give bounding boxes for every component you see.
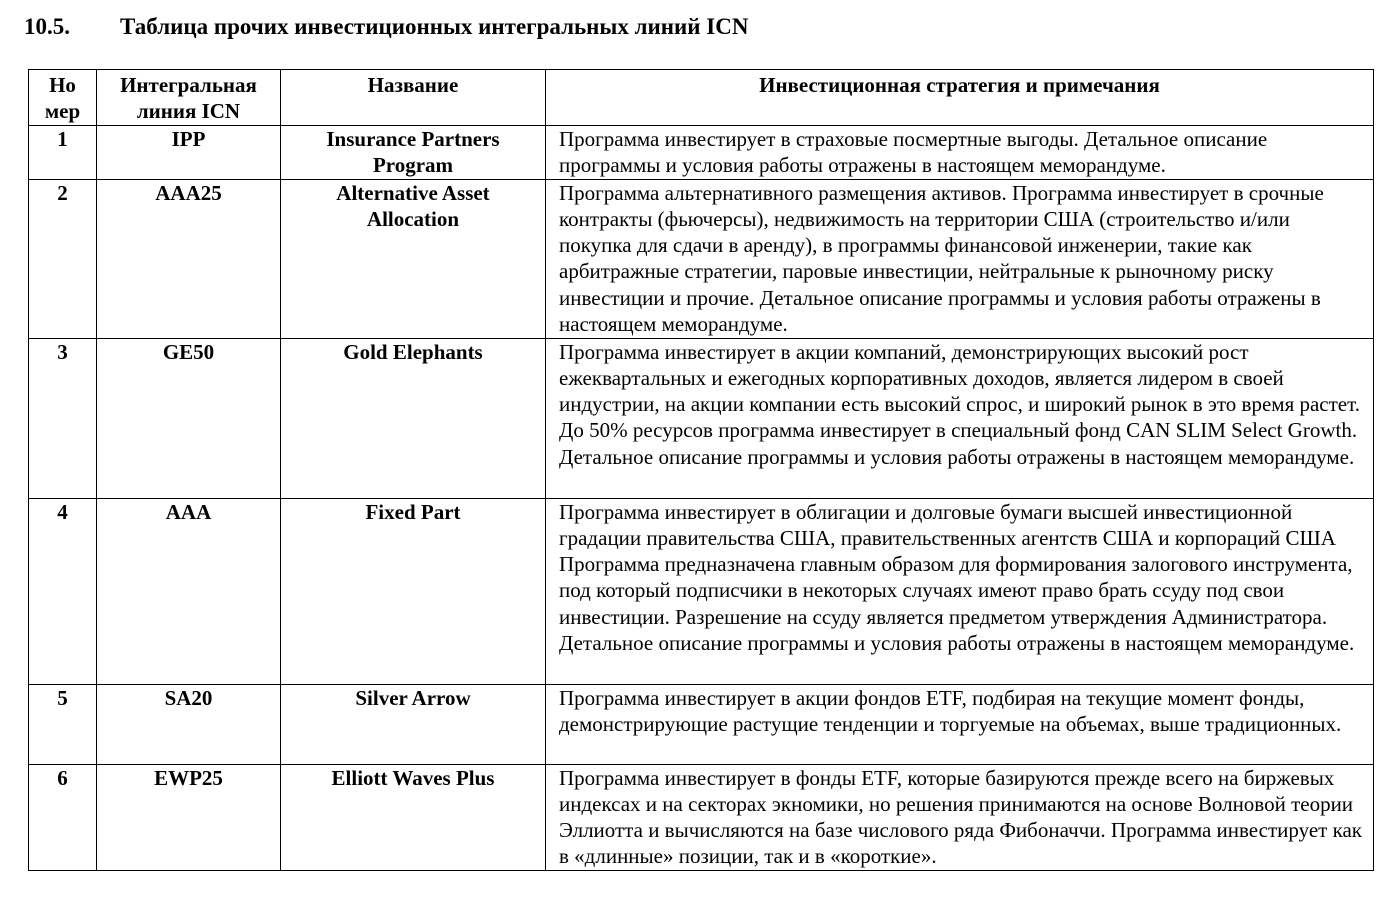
row-name-line1: Fixed Part — [365, 499, 461, 524]
row-line-code: IPP — [97, 126, 281, 180]
row-name-line2: Allocation — [366, 206, 460, 231]
row-name — [281, 126, 546, 180]
row-line-code: AAA25 — [97, 179, 281, 338]
row-number: 5 — [29, 684, 97, 764]
section-number: 10.5. — [24, 14, 70, 39]
row-number: 6 — [29, 764, 97, 870]
header-line-line2: линия ICN — [136, 99, 241, 124]
header-number — [29, 70, 97, 126]
row-name — [281, 179, 546, 338]
table-row — [29, 126, 1374, 180]
row-number: 2 — [29, 179, 97, 338]
header-line-line1: Интегральная — [120, 73, 257, 97]
header-number-line1: Но — [49, 73, 76, 97]
row-name-line1: Elliott Waves Plus — [331, 765, 495, 790]
row-name-line1: Alternative Asset — [336, 180, 490, 205]
row-name-line2: Program — [372, 153, 454, 178]
row-line-code: AAA — [97, 498, 281, 684]
row-line-code: EWP25 — [97, 764, 281, 870]
row-description: Программа инвестирует в акции компаний, демонстрирующих высокий рост ежеквартальных и ежегодных корпоративных доходов, является лидером в своей индустрии, на акции компании есть высокий спрос, и широкий рынок в это время растет. До 50% ресурсов программа инвестирует в специальный фонд CAN SLIM Select Growth. Детальное описание программы и условия работы отражены в настоящем меморандуме. — [546, 338, 1374, 498]
section-title: Таблица прочих инвестиционных интегральных линий ICN — [120, 14, 749, 39]
row-number: 1 — [29, 126, 97, 180]
table-row — [29, 338, 1374, 498]
row-name — [281, 338, 546, 498]
table-row — [29, 764, 1374, 870]
row-description: Программа инвестирует в акции фондов ETF, подбирая на текущие момент фонды, демонстрирующие растущие тенденции и торгуемые на объемах, выше традиционных. — [546, 684, 1374, 764]
table-row — [29, 498, 1374, 684]
row-description: Программа инвестирует в облигации и долговые бумаги высшей инвестиционной градации правительства США, правительственных агентств США и корпораций США Программа предназначена главным образом для формирования залогового инструмента, под который подписчики в некоторых случаях имеют право брать ссуду под свои инвестиции. Разрешение на ссуду является предметом утверждения Администратора. Детальное описание программы и условия работы отражены в настоящем меморандуме. — [546, 498, 1374, 684]
icn-lines-table — [28, 69, 1374, 871]
row-name-line1: Insurance Partners — [326, 127, 500, 151]
row-line-code: SA20 — [97, 684, 281, 764]
header-name: Название — [281, 70, 546, 126]
row-number: 4 — [29, 498, 97, 684]
row-name — [281, 498, 546, 684]
row-line-code: GE50 — [97, 338, 281, 498]
section-heading — [24, 12, 748, 42]
row-description: Программа альтернативного размещения активов. Программа инвестирует в срочные контракты (фьючерсы), недвижимость на территории США (строительство и/или покупка для сдачи в аренду), в программы финансовой инженерии, такие как арбитражные стратегии, паровые инвестиции, нейтральные к рыночному риску инвестиции и прочие. Детальное описание программы и условия работы отражены в настоящем меморандуме. — [546, 179, 1374, 338]
row-name — [281, 684, 546, 764]
row-name — [281, 764, 546, 870]
row-number: 3 — [29, 338, 97, 498]
row-name-line1: Gold Elephants — [343, 339, 483, 364]
table-header-row — [29, 70, 1374, 126]
row-description: Программа инвестирует в страховые посмертные выгоды. Детальное описание программы и условия работы отражены в настоящем меморандуме. — [546, 126, 1374, 180]
table-row — [29, 684, 1374, 764]
table-row — [29, 179, 1374, 338]
header-strategy: Инвестиционная стратегия и примечания — [546, 70, 1374, 126]
row-description: Программа инвестирует в фонды ETF, которые базируются прежде всего на биржевых индексах и на секторах экномики, но решения принимаются на основе Волновой теории Эллиотта и вычисляются на базе числового ряда Фибоначчи. Программа инвестирует как в «длинные» позиции, так и в «короткие». — [546, 764, 1374, 870]
header-line — [97, 70, 281, 126]
row-name-line1: Silver Arrow — [355, 685, 471, 710]
header-number-line2: мер — [44, 99, 81, 124]
